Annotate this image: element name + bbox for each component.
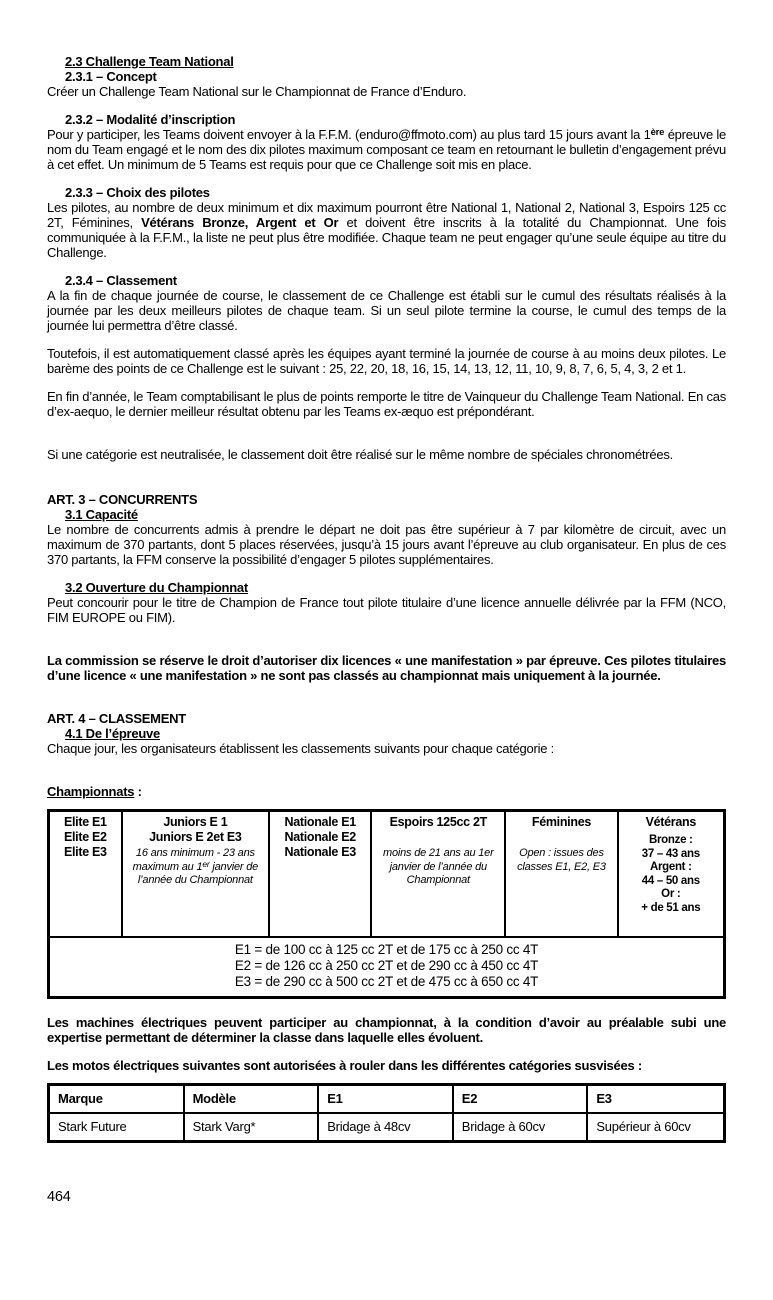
section-4-1-body: Chaque jour, les organisateurs établissent les classements suivants pour chaque catégorie : <box>47 741 554 756</box>
nationale-e2: Nationale E2 <box>284 830 356 844</box>
section-2-3-title: 2.3 Challenge Team National <box>65 54 234 69</box>
motos-header-e3: E3 <box>588 1086 723 1114</box>
elite-e2: Elite E2 <box>63 830 107 844</box>
commission-note: La commission se réserve le droit d’autoriser dix licences « une manifestation » par épreuve. Ces pilotes titulaires d’une licence « une manifestation » ne sont pas classés au championnat mais uniquement à la journée. <box>47 653 726 683</box>
motos-table <box>47 1083 726 1143</box>
column-nationale <box>270 812 372 936</box>
espoirs-title: Espoirs 125cc 2T <box>389 815 487 829</box>
classement-paragraph-2: Toutefois, il est automatiquement classé après les équipes ayant terminé la journée de course à au moins deux pilotes. Le barème des points de ce Challenge est le suivant : 25, 22, 20, 18, 16, 15, 14, 13, 12, 11, 10, 9, 8, 7, 6, 5, 4, 3, 2 et 1. <box>47 346 726 376</box>
classement-paragraph-3: En fin d’année, le Team comptabilisant le plus de points remporte le titre de Vainqueur du Challenge Team National. En cas d’ex-aequo, le dernier meilleur résultat obtenu par les Teams ex-æquo est prépondérant. <box>47 389 726 419</box>
nationale-e1: Nationale E1 <box>284 815 356 829</box>
section-2-3-4-title: 2.3.4 – Classement <box>65 273 177 288</box>
section-2-3-3-title: 2.3.3 – Choix des pilotes <box>65 185 210 200</box>
motos-header-marque: Marque <box>50 1086 185 1114</box>
juniors-line-2: Juniors E 2et E3 <box>149 830 242 844</box>
feminines-note: Open : issues des classes E1, E2, E3 <box>517 847 606 873</box>
motos-cell-e1: Bridage à 48cv <box>319 1114 454 1140</box>
championnats-table <box>47 809 726 999</box>
juniors-note-text-1: 16 ans minimum - 23 ans maximum au 1 <box>132 847 255 873</box>
column-veterans <box>619 812 723 936</box>
classement-paragraph-1: A la fin de chaque journée de course, le classement de ce Challenge est établi sur le cumul des résultats réalisés à la journée par les deux meilleurs pilotes de chaque team. Si un seul pilote termine la course, le cumul des temps de la journée lui permettra d’être classé. <box>47 288 726 333</box>
veterans-bronze-label: Bronze : <box>648 834 693 846</box>
column-elite <box>50 812 123 936</box>
section-2-3-2-title: 2.3.2 – Modalité d’inscription <box>65 112 236 127</box>
elite-e3: Elite E3 <box>63 845 107 859</box>
section-3-1-title: 3.1 Capacité <box>65 507 138 522</box>
motos-header-e1: E1 <box>319 1086 454 1114</box>
espoirs-age-note: moins de 21 ans au 1er janvier de l’année du Championnat <box>383 847 494 886</box>
class-e3-definition: E3 = de 290 cc à 500 cc 2T et de 475 cc à 650 cc 4T <box>234 974 539 989</box>
column-juniors <box>123 812 270 936</box>
inscription-text-1: Pour y participer, les Teams doivent envoyer à la F.F.M. (enduro@ffmoto.com) au plus tard 15 jours avant la 1 <box>47 127 651 142</box>
class-e1-definition: E1 = de 100 cc à 125 cc 2T et de 175 cc à 250 cc 4T <box>234 942 539 957</box>
veterans-or-label: Or : <box>661 888 681 900</box>
section-4-1-title: 4.1 De l’épreuve <box>65 726 160 741</box>
column-espoirs <box>372 812 506 936</box>
nationale-e3: Nationale E3 <box>284 845 356 859</box>
ordinal-superscript: ère <box>650 127 665 138</box>
class-e2-definition: E2 = de 126 cc à 250 cc 2T et de 290 cc à 450 cc 4T <box>234 958 539 973</box>
pilotes-text-2: et doivent être inscrits à la totalité du Championnat. Une fois communiquée à la F.F.M., la liste ne peut plus être modifiée. Chaque team ne peut engager qu’une seule équipe au titre du Challenge. <box>47 215 726 260</box>
championnats-label-text: Championnats <box>47 784 135 799</box>
electric-machines-note: Les machines électriques peuvent participer au championnat, à la condition d’avoir au préalable subi une expertise permettant de déterminer la classe dans laquelle elles évoluent. <box>47 1015 726 1045</box>
championnats-label <box>47 784 726 799</box>
veterans-argent-ages: 44 – 50 ans <box>641 874 700 887</box>
column-feminines <box>506 812 618 936</box>
feminines-title: Féminines <box>531 815 591 829</box>
section-2-3-2-body <box>47 127 726 172</box>
article-4-title: ART. 4 – CLASSEMENT <box>47 711 186 726</box>
article-3-title: ART. 3 – CONCURRENTS <box>47 492 198 507</box>
elite-e1: Elite E1 <box>63 815 107 829</box>
motos-cell-e3: Supérieur à 60cv <box>596 1119 691 1134</box>
motos-cell-marque: Stark Future <box>50 1114 185 1140</box>
juniors-note-superscript: er <box>202 858 210 869</box>
section-3-1-body: Le nombre de concurrents admis à prendre le départ ne doit pas être supérieur à 7 par kilomètre de circuit, avec un maximum de 370 partants, dont 5 places réservées, jusqu’à 15 jours avant l’épreuve au club organisateur. En plus de ces 370 partants, la FFM conserve la possibilité d’engager 5 pilotes supplémentaires. <box>47 522 726 567</box>
championnats-table-header-row <box>50 812 723 938</box>
inscription-text-2: épreuve le nom du Team engagé et le nom des dix pilotes maximum composant ce team en retournant le bulletin d’engagement prévu à cet effet. Un minimum de 5 Teams est requis pour que ce Challenge soit mis en place. <box>47 127 726 172</box>
engine-classes-footer <box>50 938 723 996</box>
motos-header-e2: E2 <box>454 1086 589 1114</box>
veterans-argent-label: Argent : <box>649 861 692 873</box>
page-number: 464 <box>47 1189 71 1205</box>
motos-cell-e2: Bridage à 60cv <box>454 1114 589 1140</box>
pilotes-text-1: Les pilotes, au nombre de deux minimum et dix maximum pourront être National 1, National 2, National 3, Espoirs 125 cc 2T, Féminines, <box>47 200 726 230</box>
juniors-age-note <box>126 847 265 888</box>
section-3-2-body: Peut concourir pour le titre de Champion de France tout pilote titulaire d’une licence annuelle délivrée par la FFM (NCO, FIM EUROPE ou FIM). <box>47 595 726 625</box>
section-2-3-1-body: Créer un Challenge Team National sur le Championnat de France d’Enduro. <box>47 84 467 99</box>
electric-motos-note: Les motos électriques suivantes sont autorisées à rouler dans les différentes catégories susvisées : <box>47 1058 642 1073</box>
juniors-note-text-2: janvier de l’année du Championnat <box>137 860 259 886</box>
pilotes-bold-text: Vétérans Bronze, Argent et Or <box>141 215 339 230</box>
veterans-title: Vétérans <box>645 815 696 829</box>
championnats-label-colon: : <box>134 784 142 799</box>
juniors-line-1: Juniors E 1 <box>163 815 228 829</box>
motos-header-modele: Modèle <box>185 1086 320 1114</box>
section-3-2-title: 3.2 Ouverture du Championnat <box>65 580 248 595</box>
section-2-3-1-title: 2.3.1 – Concept <box>65 69 157 84</box>
classement-paragraph-4: Si une catégorie est neutralisée, le classement doit être réalisé sur le même nombre de spéciales chronométrées. <box>47 447 673 462</box>
section-2-3-3-body <box>47 200 726 260</box>
veterans-or-ages: + de 51 ans <box>641 901 701 914</box>
motos-cell-modele: Stark Varg* <box>185 1114 320 1140</box>
veterans-bronze-ages: 37 – 43 ans <box>641 847 700 860</box>
